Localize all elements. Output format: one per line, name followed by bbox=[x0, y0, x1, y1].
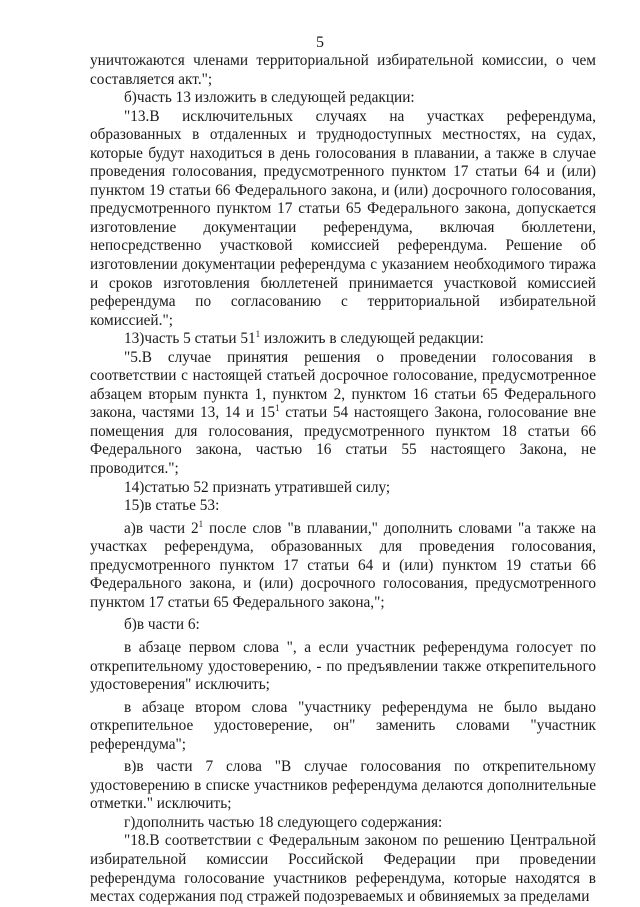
superscript-index: 1 bbox=[198, 518, 204, 529]
paragraph-text: статьи 54 настоящего Закона, голосование вне помещения для голосования, предусмотренного пунктом 18 статьи 66 Федерального закона, частью 16 статьи 55 настоящего Закона, не проводится."; bbox=[90, 404, 596, 478]
document-body bbox=[90, 52, 596, 907]
paragraph-item-14: 14)статью 52 признать утратившей силу; bbox=[124, 478, 391, 496]
paragraph-part-5-text bbox=[90, 349, 596, 479]
page-number: 5 bbox=[316, 34, 324, 51]
paragraph-item-b-part-13: б)часть 13 изложить в следующей редакции: bbox=[124, 89, 415, 107]
paragraph-part-13-text: "13.В исключительных случаях на участках референдума, образованных в отдаленных и труднодоступных местностях, на судах, которые будут находиться в день голосования в плавании, а также в случае проведения голосования, предусмотренного пунктом 17 статьи 64 и (или) пунктом 19 статьи 66 Федерального закона, и (или) досрочного голосования, предусмотренного пунктом 17 статьи 65 Федерального закона, допускается изготовление документации референдума, включая бюллетени, непосредственно участковой комиссией референдума. Решение об изготовлении документации референдума с указанием необходимого тиража и сроков изготовления бюллетеней принимается участковой комиссией референдума по согласованию с территориальной избирательной комиссией."; bbox=[90, 107, 596, 329]
paragraph-part-18-text: "18.В соответствии с Федеральным законом по решению Центральной избирательной комиссии Российской Федерации при проведении референдума голосование участников референдума, которые находятся в местах содержания под стражей подозреваемых и обвиняемых за пределами bbox=[90, 832, 596, 906]
paragraph-item-15-b: б)в части 6: bbox=[124, 616, 200, 634]
paragraph-text: "5.В случае принятия решения о проведении голосования в соответствии с настоящей статьей досрочное голосование, предусмотренное абзацем вторым пункта 1, пунктом 2, пунктом 16 статьи 65 Федерального закона, частями 13, 14 и 15 bbox=[90, 348, 596, 422]
paragraph-text: 13)часть 5 статьи 51 bbox=[124, 330, 256, 348]
paragraph-item-13 bbox=[90, 330, 596, 349]
paragraph-continuation: уничтожаются членами территориальной избирательной комиссии, о чем составляется акт."; bbox=[90, 52, 596, 88]
superscript-index: 1 bbox=[255, 329, 261, 340]
paragraph-text: после слов "в плавании," дополнить словами "а также на участках референдума, образованных для проведения голосования, предусмотренного пунктом 17 статьи 64 и (или) пунктом 19 статьи 66 Федерального закона, и (или) досрочного голосования, предусмотренного пунктом 17 статьи 65 Федерального закона,"; bbox=[90, 519, 596, 611]
paragraph-abzac-2: в абзаце втором слова "участнику референдума не было выдано открепительное удостоверение, он" заменить словами "участник референдума"; bbox=[90, 698, 596, 753]
superscript-index: 1 bbox=[275, 403, 280, 414]
paragraph-text: а)в части 2 bbox=[124, 519, 199, 537]
paragraph-abzac-1: в абзаце первом слова ", а если участник референдума голосует по открепительному удостоверению, - по предъявлении также открепительного удостоверения" исключить; bbox=[90, 638, 596, 694]
paragraph-item-15-v: в)в части 7 слова "В случае голосования по открепительному удостоверению в списке участников референдума делаются дополнительные отметки." исключить; bbox=[90, 758, 596, 813]
paragraph-text: изложить в следующей редакции: bbox=[260, 330, 484, 348]
paragraph-item-15: 15)в статье 53: bbox=[124, 497, 220, 515]
paragraph-item-15-g: г)дополнить частью 18 следующего содержания: bbox=[124, 813, 443, 831]
paragraph-item-15-a bbox=[90, 520, 596, 613]
